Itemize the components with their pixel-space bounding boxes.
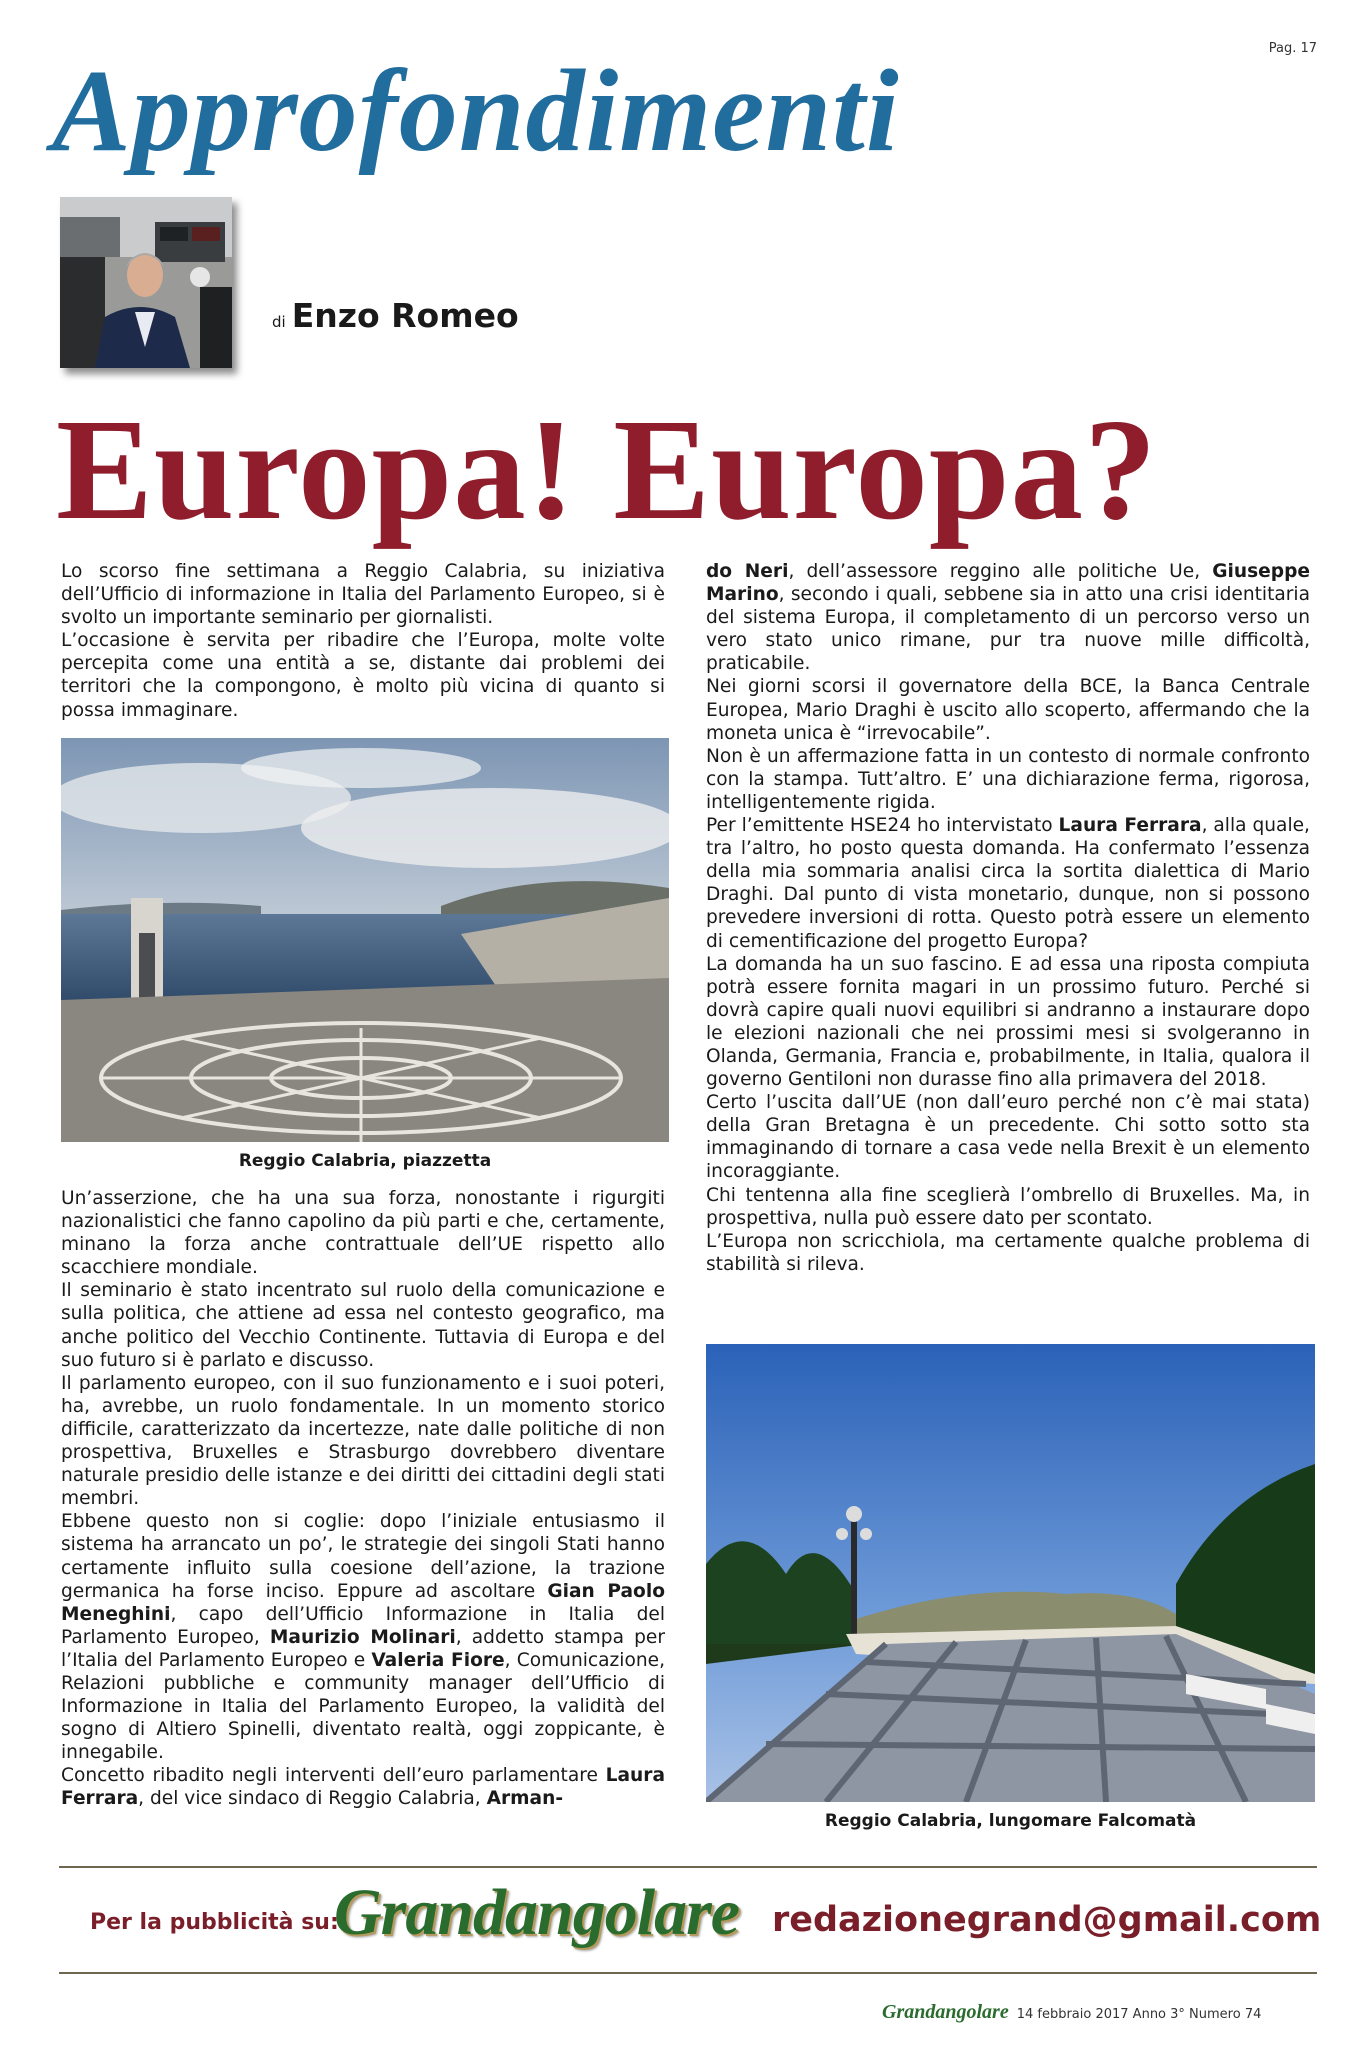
person-name: Giuseppe Marino [706,561,1310,606]
divider [59,1972,1317,1974]
paragraph: L’Europa non scricchiola, ma certamente qualche problema di stabilità si rileva. [706,1230,1310,1275]
article-column-1-bottom [61,1187,665,1811]
person-name: Laura Ferrara [1058,815,1202,837]
text: Per l’emittente HSE24 ho intervistato [706,815,1059,837]
text: , del vice sindaco di Reggio Calabria, [138,1788,487,1810]
footer [882,2001,1261,2024]
text: , alla quale, tra l’altro, ho posto questa domanda. Ha confermato l’essenza della mia sommaria analisi circa la sortita dialettica di Mario Draghi. Dal punto di vista monetario, dunque, non si possono prevedere inversioni di rotta. Questo potrà essere un elemento di cementificazione del progetto Europa? [706,815,1310,952]
photo-caption: Reggio Calabria, lungomare Falcomatà [824,1811,1197,1831]
ad-label: Per la pubblicità su: [90,1910,339,1935]
person-name: Gian Paolo Meneghini [61,1580,665,1625]
paragraph [61,1764,665,1810]
paragraph: Nei giorni scorsi il governatore della BCE, la Banca Centrale Europea, Mario Draghi è uscito allo scoperto, affermando che la moneta unica è “irrevocabile”. [706,676,1310,744]
text: , secondo i quali, sebbene sia in atto una crisi identitaria del sistema Europa, il completamento di un percorso verso un vero stato unico rimane, pur tra nuove mille difficoltà, praticabile. [706,584,1310,675]
person-name: do Neri [706,561,789,582]
text: , Comunicazione, Relazioni pubbliche e community manager dell’Ufficio di Informazione in Italia del Parlamento Europeo, la validità del sogno di Altiero Spinelli, diventato realtà, oggi zoppicante, è innegabile. [61,1649,665,1764]
photo-piazzetta [61,738,669,1171]
text: , capo dell’Ufficio Informazione in Italia del Parlamento Europeo, [61,1603,665,1648]
footer-brand: Grandangolare [882,2001,1009,2023]
paragraph: Non è un affermazione fatta in un contesto di normale confronto con la stampa. Tutt’altro. E’ una dichiarazione ferma, rigorosa, intelligentemente rigida. [706,745,1310,813]
author-photo [60,197,232,368]
text: Ebbene questo non si coglie: dopo l’iniziale entusiasmo il sistema ha arrancato un po’, le strategie dei singoli Stati hanno certamente influito sulla coesione dell’azione, la trazione germanica ha forse inciso. Eppure ad ascoltare [61,1511,665,1602]
photo-caption: Reggio Calabria, piazzetta [238,1151,492,1171]
text: , addetto stampa per l’Italia del Parlamento Europeo e [61,1626,665,1671]
paragraph [706,560,1310,675]
grandangolare-logo: Grandangolare [334,1876,740,1949]
person-name: Maurizio Molinari [269,1626,456,1648]
paragraph: La domanda ha un suo fascino. E ad essa una riposta compiuta potrà essere fornita magari in un prossimo futuro. Perché si dovrà capire quali nuovi equilibri si andranno a instaurare dopo le elezioni nazionali che nei prossimi mesi si svolgeranno in Olanda, Germania, Francia e, probabilmente, in Italia, qualora il governo Gentiloni non durasse fino alla primavera del 2018. [706,953,1310,1091]
paragraph [706,814,1310,953]
section-title: Approfondimenti [52,45,900,176]
text: Concetto ribadito negli interventi dell’euro parlamentare [61,1765,606,1787]
advertisement-banner [90,1876,1322,1966]
paragraph: Il parlamento europeo, con il suo funzionamento e i suoi poteri, ha, avrebbe, un ruolo fondamentale. In un momento storico difficile, caratterizzato da incertezze, nate dalle politiche di non prospettiva, Bruxelles e Strasburgo dovrebbero diventare naturale presidio delle istanze e dei diritti dei cittadini degli stati membri. [61,1372,665,1510]
author-name: Enzo Romeo [291,296,519,335]
paragraph: Un’asserzione, che ha una sua forza, nonostante i rigurgiti nazionalistici che fanno capolino da più parti e che, certamente, minano la forza anche contrattuale dell’UE rispetto allo scacchiere mondiale. [61,1188,665,1279]
ad-email-link[interactable]: redazionegrand@gmail.com [772,1900,1322,1940]
photo-lungomare [706,1344,1315,1831]
paragraph [61,1510,665,1764]
person-name: Laura Ferrara [61,1765,665,1810]
person-name: Arman- [486,1788,564,1810]
person-name: Valeria Fiore [371,1649,505,1671]
headline: Europa! Europa? [56,390,1158,550]
byline-prefix: di [272,313,286,331]
byline [272,296,519,335]
issue-info: 14 febbraio 2017 Anno 3° Numero 74 [1016,2007,1262,2022]
text: , dell’assessore reggino alle politiche Ue, [788,561,1213,582]
article-column-2 [706,560,1310,1276]
paragraph: Lo scorso fine settimana a Reggio Calabria, su iniziativa dell’Ufficio di informazione in Italia del Parlamento Europeo, si è svolto un importante seminario per giornalisti. [61,561,665,629]
paragraph: Il seminario è stato incentrato sul ruolo della comunicazione e sulla politica, che attiene ad essa nel contesto geografico, ma anche politico del Vecchio Continente. Tuttavia di Europa e del suo futuro si è parlato e discusso. [61,1280,665,1371]
paragraph: L’occasione è servita per ribadire che l’Europa, molte volte percepita come una entità a se, distante dai problemi dei territori che la compongono, è molto più vicina di quanto si possa immaginare. [61,630,665,721]
paragraph: Certo l’uscita dall’UE (non dall’euro perché non c’è mai stata) della Gran Bretagna è un precedente. Chi sotto sotto sta immaginando di tornare a casa vede nella Brexit è un elemento incoraggiante. [706,1092,1310,1183]
paragraph: Chi tentenna alla fine sceglierà l’ombrello di Bruxelles. Ma, in prospettiva, nulla può essere dato per scontato. [706,1184,1310,1229]
page-number: Pag. 17 [1268,41,1317,56]
divider [59,1866,1317,1868]
article-column-1-top [61,560,665,722]
